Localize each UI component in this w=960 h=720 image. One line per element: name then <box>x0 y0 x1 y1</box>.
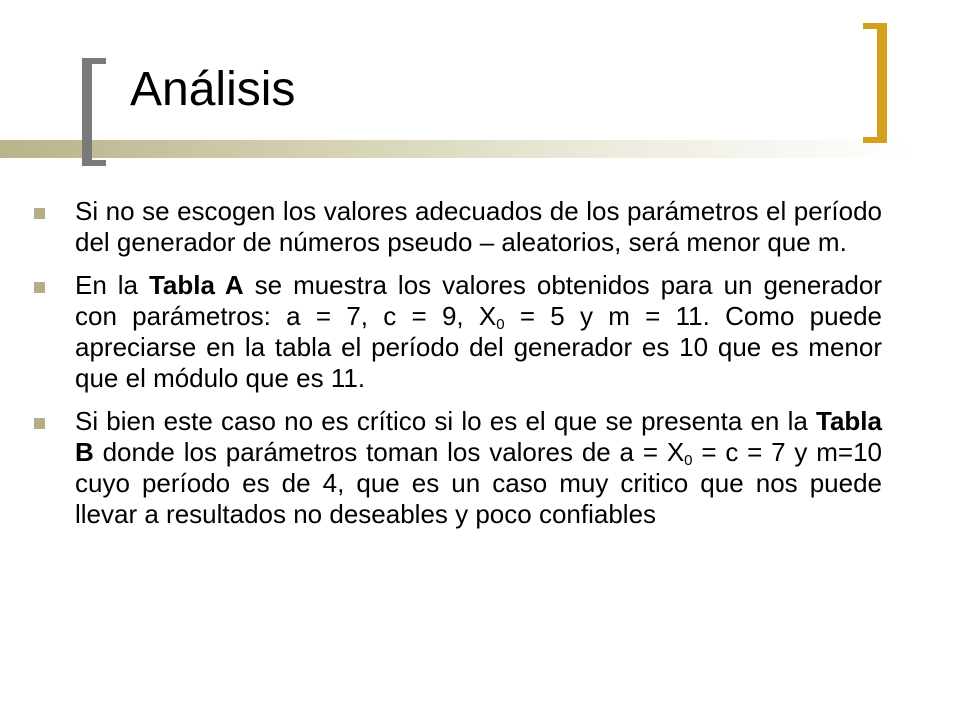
bullet-text: Si bien este caso no es crítico si lo es el que se presenta en la Tabla B donde los parámetros toman los valores de $a = X_0 = c = 7$ y m=10 cuyo período es de 4, que es un caso muy critico que nos puede llevar a resultados no deseables y poco confiables <box>75 406 882 529</box>
right-bracket-decoration <box>877 23 887 143</box>
bullet-item <box>34 270 882 394</box>
bullet-item <box>34 406 882 530</box>
square-bullet-icon <box>34 418 45 429</box>
bullet-item <box>34 196 882 258</box>
square-bullet-icon <box>34 208 45 219</box>
bullet-text: Si no se escogen los valores adecuados de los parámetros el período del generador de números pseudo – aleatorios, será menor que m. <box>75 196 882 257</box>
bullet-text: En la Tabla A se muestra los valores obtenidos para un generador con parámetros: a = 7, c = 9, $X_0 = 5$ y m = 11. Como puede apreciarse en la tabla el período del generador es 10 que es menor que el módulo que es 11. <box>75 270 882 393</box>
slide-title: Análisis <box>130 63 296 116</box>
subscript: 0 <box>496 316 505 333</box>
square-bullet-icon <box>34 282 45 293</box>
bullet-list <box>34 196 882 542</box>
subscript: 0 <box>684 452 693 469</box>
left-bracket-decoration <box>82 58 92 166</box>
title-underline-gradient <box>0 140 960 158</box>
table-reference: Tabla A <box>148 270 244 300</box>
table-reference: Tabla B <box>75 406 882 467</box>
